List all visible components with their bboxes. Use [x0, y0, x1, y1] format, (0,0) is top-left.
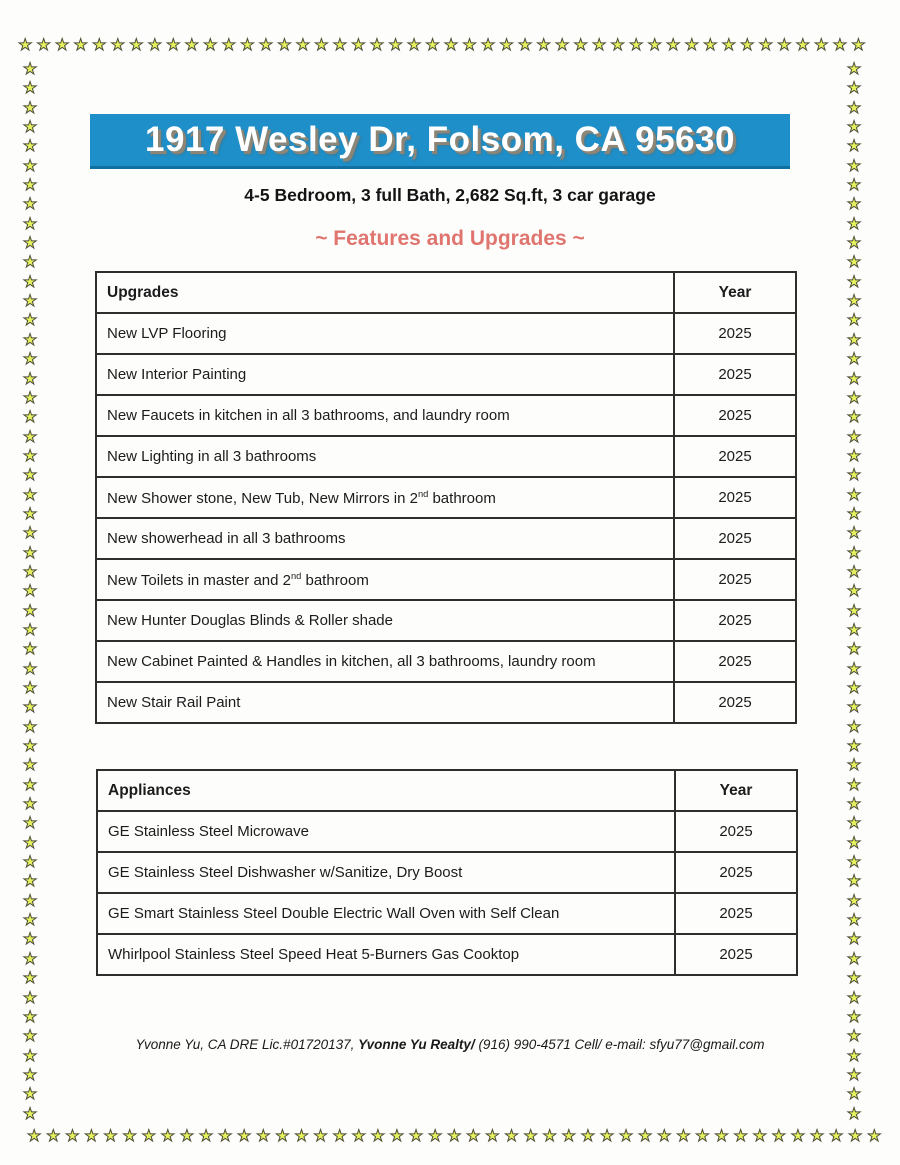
star-icon: ★	[676, 1128, 691, 1145]
table-row	[96, 518, 796, 559]
star-icon: ★	[846, 970, 862, 988]
star-icon: ★	[504, 1128, 519, 1145]
star-icon: ★	[22, 61, 38, 78]
item-cell: GE Stainless Steel Microwave	[97, 811, 675, 852]
star-icon: ★	[846, 61, 862, 78]
star-icon: ★	[846, 738, 862, 756]
star-icon: ★	[580, 1128, 596, 1145]
star-icon: ★	[758, 37, 773, 54]
star-icon: ★	[832, 37, 848, 54]
table-row	[97, 893, 797, 934]
star-icon: ★	[122, 1128, 137, 1145]
table-row	[97, 934, 797, 975]
star-icon: ★	[22, 970, 38, 988]
year-column-header: Year	[674, 272, 796, 313]
star-icon: ★	[18, 37, 33, 54]
item-cell: New Shower stone, New Tub, New Mirrors in 2nd bathroom	[96, 477, 674, 518]
upgrades-column-header: Upgrades	[96, 272, 674, 313]
star-icon: ★	[846, 235, 862, 253]
star-icon: ★	[695, 1128, 710, 1145]
star-icon: ★	[389, 1128, 405, 1145]
star-icon: ★	[828, 1128, 844, 1145]
star-icon: ★	[22, 80, 38, 98]
address-banner	[90, 114, 790, 169]
star-icon: ★	[846, 602, 862, 620]
star-icon: ★	[536, 37, 551, 54]
star-icon: ★	[160, 1128, 175, 1145]
star-icon: ★	[46, 1128, 61, 1145]
star-icon: ★	[542, 1128, 557, 1145]
star-icon: ★	[867, 1128, 882, 1145]
star-icon: ★	[22, 1047, 38, 1065]
table-row	[96, 559, 796, 600]
star-icon: ★	[846, 1047, 862, 1065]
star-icon: ★	[795, 37, 810, 54]
star-icon: ★	[846, 157, 862, 175]
item-cell: New Stair Rail Paint	[96, 682, 674, 723]
item-cell: New Lighting in all 3 bathrooms	[96, 436, 674, 477]
star-icon: ★	[846, 796, 862, 814]
table-row	[96, 641, 796, 682]
star-icon: ★	[846, 254, 862, 272]
table-row	[96, 600, 796, 641]
year-cell: 2025	[674, 354, 796, 395]
star-border-bottom	[27, 1128, 882, 1146]
star-icon: ★	[599, 1128, 615, 1145]
star-icon: ★	[256, 1128, 271, 1145]
star-icon: ★	[846, 834, 862, 852]
star-icon: ★	[462, 37, 477, 54]
star-icon: ★	[714, 1128, 729, 1145]
star-icon: ★	[846, 815, 862, 833]
star-icon: ★	[55, 37, 70, 54]
star-icon: ★	[22, 815, 38, 833]
star-icon: ★	[466, 1128, 481, 1145]
star-icon: ★	[147, 37, 162, 54]
star-icon: ★	[65, 1128, 80, 1145]
star-icon: ★	[275, 1128, 290, 1145]
star-icon: ★	[846, 273, 862, 291]
upgrades-table	[95, 271, 797, 724]
star-icon: ★	[22, 989, 38, 1007]
star-icon: ★	[22, 699, 38, 717]
star-icon: ★	[846, 351, 862, 369]
star-icon: ★	[814, 37, 829, 54]
star-icon: ★	[408, 1128, 424, 1145]
star-icon: ★	[258, 37, 274, 54]
star-icon: ★	[22, 1105, 38, 1123]
star-icon: ★	[22, 409, 38, 427]
star-icon: ★	[22, 293, 38, 311]
star-icon: ★	[480, 37, 496, 54]
star-icon: ★	[22, 389, 38, 407]
star-icon: ★	[848, 1128, 863, 1145]
year-cell: 2025	[675, 811, 797, 852]
star-icon: ★	[447, 1128, 462, 1145]
star-icon: ★	[425, 37, 440, 54]
star-icon: ★	[809, 1128, 825, 1145]
item-cell: GE Smart Stainless Steel Double Electric Wall Oven with Self Clean	[97, 893, 675, 934]
star-icon: ★	[517, 37, 533, 54]
star-icon: ★	[846, 370, 862, 388]
star-icon: ★	[22, 99, 38, 117]
star-icon: ★	[22, 370, 38, 388]
star-icon: ★	[22, 1066, 38, 1084]
star-icon: ★	[846, 544, 862, 562]
star-icon: ★	[295, 37, 311, 54]
star-icon: ★	[846, 621, 862, 639]
star-icon: ★	[846, 1066, 862, 1084]
star-icon: ★	[629, 37, 644, 54]
year-cell: 2025	[674, 436, 796, 477]
star-icon: ★	[22, 254, 38, 272]
star-icon: ★	[657, 1128, 672, 1145]
agent-contact-line	[0, 1037, 900, 1052]
star-border-right	[845, 62, 863, 1123]
year-cell: 2025	[675, 893, 797, 934]
table-row	[96, 313, 796, 354]
year-cell: 2025	[674, 641, 796, 682]
star-icon: ★	[22, 312, 38, 330]
section-heading: ~ Features and Upgrades ~	[315, 227, 585, 250]
star-icon: ★	[846, 660, 862, 678]
upgrades-table-body	[96, 313, 796, 723]
star-border-top	[18, 37, 866, 55]
star-icon: ★	[846, 757, 862, 775]
star-icon: ★	[22, 621, 38, 639]
item-cell: GE Stainless Steel Dishwasher w/Sanitize, Dry Boost	[97, 852, 675, 893]
star-icon: ★	[427, 1128, 443, 1145]
star-icon: ★	[684, 37, 699, 54]
star-icon: ★	[22, 119, 38, 137]
item-cell: New Toilets in master and 2nd bathroom	[96, 559, 674, 600]
star-icon: ★	[22, 873, 38, 891]
year-cell: 2025	[675, 934, 797, 975]
star-icon: ★	[332, 37, 348, 54]
address-title: 1917 Wesley Dr, Folsom, CA 95630	[145, 120, 735, 159]
star-icon: ★	[846, 950, 862, 968]
star-icon: ★	[846, 873, 862, 891]
star-icon: ★	[22, 757, 38, 775]
star-icon: ★	[22, 1086, 38, 1104]
table-row	[96, 354, 796, 395]
star-icon: ★	[846, 312, 862, 330]
star-icon: ★	[846, 525, 862, 543]
star-icon: ★	[22, 351, 38, 369]
star-icon: ★	[846, 892, 862, 910]
star-icon: ★	[22, 912, 38, 930]
star-icon: ★	[84, 1128, 99, 1145]
star-icon: ★	[846, 641, 862, 659]
appliances-table-body	[97, 811, 797, 975]
star-icon: ★	[777, 37, 792, 54]
star-icon: ★	[771, 1128, 786, 1145]
star-icon: ★	[523, 1128, 538, 1145]
star-border-left	[21, 62, 39, 1123]
star-icon: ★	[647, 37, 662, 54]
item-cell: Whirlpool Stainless Steel Speed Heat 5-Burners Gas Cooktop	[97, 934, 675, 975]
agent-contact-text: Yvonne Yu, CA DRE Lic.#01720137,	[135, 1037, 359, 1052]
upgrades-header-row	[96, 272, 796, 313]
star-icon: ★	[573, 37, 588, 54]
star-icon: ★	[846, 215, 862, 233]
star-icon: ★	[22, 505, 38, 523]
star-icon: ★	[733, 1128, 748, 1145]
star-icon: ★	[103, 1128, 118, 1145]
star-icon: ★	[554, 37, 570, 54]
year-cell: 2025	[674, 313, 796, 354]
agent-brokerage-name: Yvonne Yu Realty/	[358, 1037, 475, 1052]
star-icon: ★	[22, 138, 38, 156]
star-icon: ★	[22, 486, 38, 504]
star-icon: ★	[752, 1128, 767, 1145]
star-icon: ★	[141, 1128, 156, 1145]
star-icon: ★	[846, 196, 862, 214]
star-icon: ★	[22, 1008, 38, 1026]
star-icon: ★	[217, 1128, 233, 1145]
star-icon: ★	[22, 215, 38, 233]
star-icon: ★	[22, 892, 38, 910]
star-icon: ★	[92, 37, 107, 54]
star-icon: ★	[618, 1128, 634, 1145]
star-icon: ★	[846, 854, 862, 872]
table-row	[96, 682, 796, 723]
star-icon: ★	[22, 273, 38, 291]
star-icon: ★	[351, 1128, 366, 1145]
star-icon: ★	[846, 428, 862, 446]
star-icon: ★	[846, 467, 862, 485]
star-icon: ★	[36, 37, 51, 54]
star-icon: ★	[240, 37, 255, 54]
appliances-table	[96, 769, 798, 976]
star-icon: ★	[22, 467, 38, 485]
star-icon: ★	[846, 389, 862, 407]
star-icon: ★	[22, 196, 38, 214]
star-icon: ★	[22, 563, 38, 581]
star-icon: ★	[351, 37, 366, 54]
star-icon: ★	[846, 80, 862, 98]
star-icon: ★	[846, 680, 862, 697]
star-icon: ★	[198, 1128, 214, 1145]
star-icon: ★	[740, 37, 755, 54]
appliances-header-row	[97, 770, 797, 811]
star-icon: ★	[610, 37, 625, 54]
star-icon: ★	[406, 37, 422, 54]
star-icon: ★	[846, 776, 862, 794]
star-icon: ★	[22, 776, 38, 794]
star-icon: ★	[22, 583, 38, 601]
star-icon: ★	[846, 563, 862, 581]
item-cell: New Faucets in kitchen in all 3 bathrooms, and laundry room	[96, 395, 674, 436]
star-icon: ★	[22, 235, 38, 253]
star-icon: ★	[846, 293, 862, 311]
star-icon: ★	[721, 37, 736, 54]
star-icon: ★	[499, 37, 514, 54]
star-icon: ★	[846, 138, 862, 156]
star-icon: ★	[22, 544, 38, 562]
star-icon: ★	[846, 912, 862, 930]
star-icon: ★	[22, 854, 38, 872]
star-icon: ★	[237, 1128, 252, 1145]
table-row	[96, 477, 796, 518]
star-icon: ★	[846, 699, 862, 717]
star-icon: ★	[846, 931, 862, 949]
property-summary: 4-5 Bedroom, 3 full Bath, 2,682 Sq.ft, 3 car garage	[244, 185, 656, 205]
star-icon: ★	[332, 1128, 347, 1145]
star-icon: ★	[846, 486, 862, 504]
star-icon: ★	[561, 1128, 576, 1145]
year-cell: 2025	[674, 600, 796, 641]
star-icon: ★	[22, 157, 38, 175]
star-icon: ★	[22, 641, 38, 659]
star-icon: ★	[443, 37, 459, 54]
star-icon: ★	[314, 37, 329, 54]
star-icon: ★	[22, 931, 38, 949]
star-icon: ★	[22, 660, 38, 678]
star-icon: ★	[485, 1128, 500, 1145]
star-icon: ★	[184, 37, 199, 54]
star-icon: ★	[22, 602, 38, 620]
year-cell: 2025	[674, 477, 796, 518]
star-icon: ★	[846, 409, 862, 427]
star-icon: ★	[846, 718, 862, 736]
item-cell: New Hunter Douglas Blinds & Roller shade	[96, 600, 674, 641]
star-icon: ★	[22, 834, 38, 852]
star-icon: ★	[294, 1128, 309, 1145]
star-icon: ★	[22, 428, 38, 446]
star-icon: ★	[22, 525, 38, 543]
table-row	[97, 852, 797, 893]
table-row	[96, 436, 796, 477]
year-cell: 2025	[674, 682, 796, 723]
year-cell: 2025	[674, 395, 796, 436]
star-icon: ★	[591, 37, 607, 54]
star-icon: ★	[22, 718, 38, 736]
year-cell: 2025	[674, 559, 796, 600]
star-icon: ★	[846, 1028, 862, 1046]
star-icon: ★	[846, 989, 862, 1007]
star-icon: ★	[370, 1128, 386, 1145]
star-icon: ★	[666, 37, 681, 54]
star-icon: ★	[846, 447, 862, 465]
star-icon: ★	[277, 37, 292, 54]
star-icon: ★	[73, 37, 88, 54]
star-icon: ★	[846, 177, 862, 195]
star-icon: ★	[846, 331, 862, 349]
star-icon: ★	[22, 1028, 38, 1046]
star-icon: ★	[846, 1086, 862, 1104]
star-icon: ★	[179, 1128, 195, 1145]
star-icon: ★	[221, 37, 237, 54]
star-icon: ★	[846, 583, 862, 601]
star-icon: ★	[22, 738, 38, 756]
item-cell: New Interior Painting	[96, 354, 674, 395]
star-icon: ★	[846, 119, 862, 137]
star-icon: ★	[22, 680, 38, 697]
star-icon: ★	[22, 447, 38, 465]
star-icon: ★	[27, 1128, 42, 1145]
item-cell: New showerhead in all 3 bathrooms	[96, 518, 674, 559]
star-icon: ★	[851, 37, 866, 54]
agent-contact-text: (916) 990-4571 Cell/ e-mail: sfyu77@gmail.com	[474, 1037, 765, 1052]
star-icon: ★	[313, 1128, 328, 1145]
star-icon: ★	[846, 1008, 862, 1026]
star-icon: ★	[22, 796, 38, 814]
star-icon: ★	[790, 1128, 806, 1145]
year-cell: 2025	[675, 852, 797, 893]
star-icon: ★	[388, 37, 403, 54]
star-icon: ★	[22, 177, 38, 195]
star-icon: ★	[129, 37, 144, 54]
star-icon: ★	[110, 37, 125, 54]
star-icon: ★	[22, 950, 38, 968]
star-icon: ★	[22, 331, 38, 349]
star-icon: ★	[846, 1105, 862, 1123]
appliances-column-header: Appliances	[97, 770, 675, 811]
star-icon: ★	[203, 37, 218, 54]
year-cell: 2025	[674, 518, 796, 559]
item-cell: New LVP Flooring	[96, 313, 674, 354]
star-icon: ★	[703, 37, 718, 54]
star-icon: ★	[369, 37, 385, 54]
star-icon: ★	[846, 505, 862, 523]
table-row	[96, 395, 796, 436]
star-icon: ★	[846, 99, 862, 117]
year-column-header: Year	[675, 770, 797, 811]
star-icon: ★	[166, 37, 181, 54]
star-icon: ★	[638, 1128, 653, 1145]
table-row	[97, 811, 797, 852]
item-cell: New Cabinet Painted & Handles in kitchen, all 3 bathrooms, laundry room	[96, 641, 674, 682]
